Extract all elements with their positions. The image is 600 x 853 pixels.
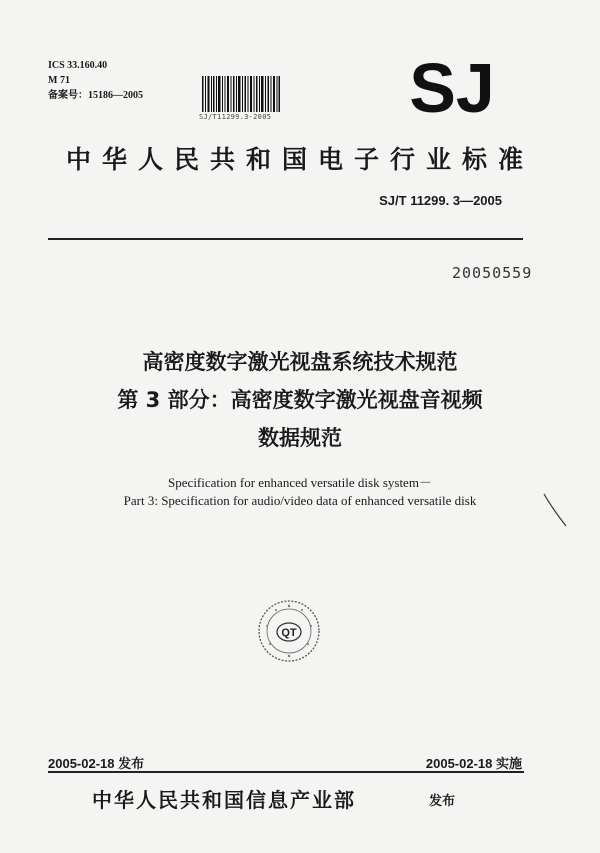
- barcode-label: SJ/T11299.3-2005: [199, 113, 272, 121]
- footer-divider: [48, 771, 524, 773]
- stamped-number: 20050559: [452, 264, 533, 282]
- quality-seal-icon: [256, 598, 322, 664]
- ccs-code: M 71: [48, 75, 70, 86]
- implementation-date: 2005-02-18 实施: [425, 756, 522, 771]
- pen-mark-icon: [540, 492, 570, 528]
- issuing-authority-suffix: 发布: [429, 794, 456, 809]
- record-number: 备案号：15186—2005: [48, 90, 143, 101]
- logo-text: SJ: [409, 54, 495, 120]
- sj-standard-logo-icon: [396, 54, 508, 120]
- issuing-authority: 中华人民共和国信息产业部: [92, 788, 356, 812]
- title-cn-line2: 第 3 部分：高密度数字激光视盘音视频: [117, 388, 483, 412]
- issue-date: 2005-02-18 发布: [48, 756, 145, 771]
- organization-title: 中华人民共和国电子行业标准: [65, 145, 534, 174]
- standard-number: SJ/T 11299. 3—2005: [379, 193, 502, 208]
- title-en-line2: Part 3: Specification for audio/video data of enhanced versatile disk: [123, 493, 477, 508]
- title-cn-line1: 高密度数字激光视盘系统技术规范: [142, 350, 458, 374]
- title-cn-line3: 数据规范: [258, 426, 342, 450]
- barcode-icon: [202, 76, 280, 112]
- classification-meta: [48, 58, 143, 103]
- title-en-line1: Specification for enhanced versatile disk system－: [168, 475, 432, 490]
- seal-text: QT: [281, 627, 297, 639]
- ics-code: ICS 33.160.40: [48, 60, 108, 71]
- header-divider: [48, 238, 523, 240]
